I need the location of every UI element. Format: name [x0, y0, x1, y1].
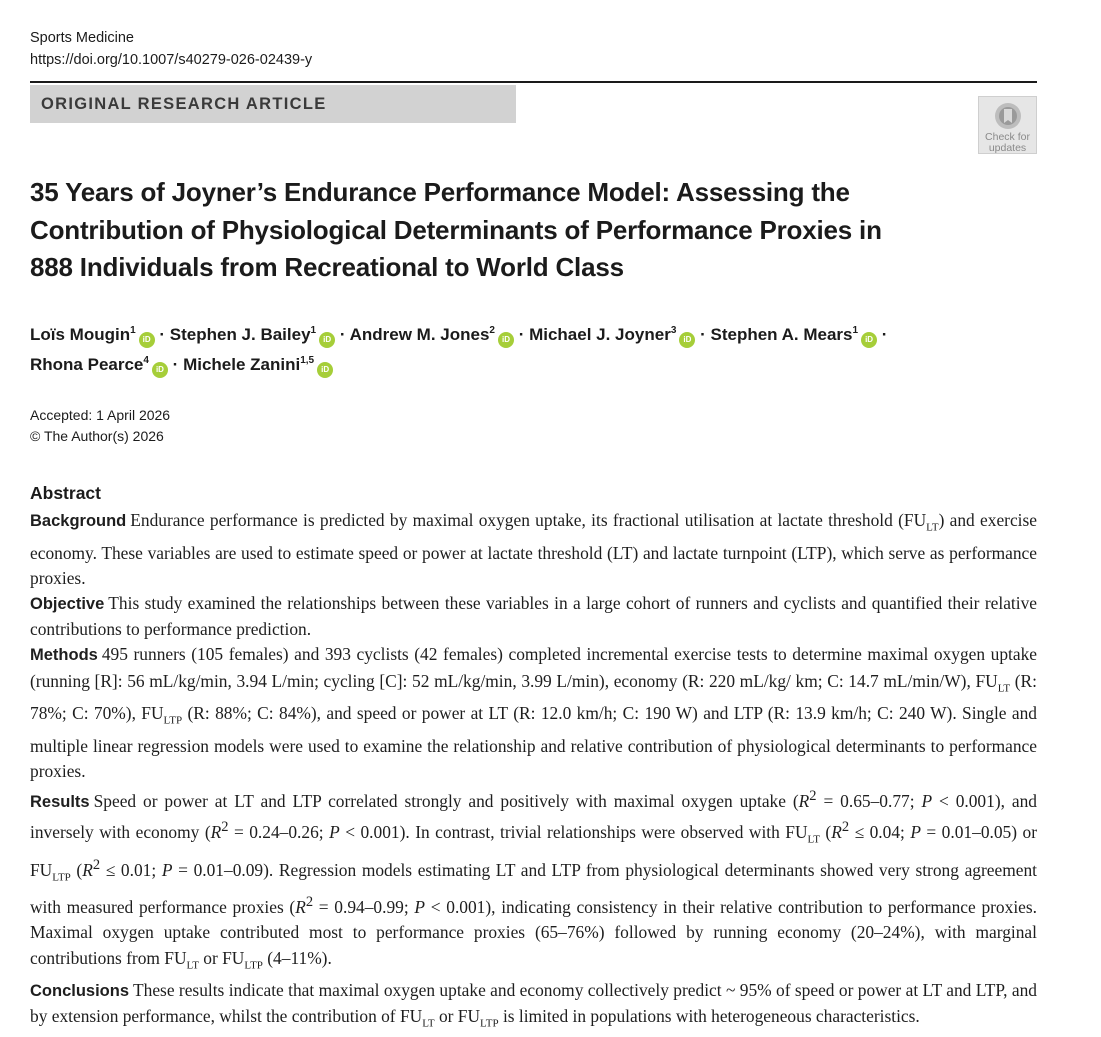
author-name: Loïs Mougin [30, 325, 131, 344]
orcid-icon[interactable]: iD [152, 362, 168, 378]
author[interactable] [183, 355, 333, 374]
author-separator: · [877, 325, 888, 344]
abstract-section-text: Speed or power at LT and LTP correlated strongly and positively with maximal oxygen uptake ($R^2 = 0.65-0.77$; P < 0.001), and inversely with economy ($R^2 = 0.24-0.26$; P < 0.001). In contrast, trivial relationships were observed with $FU_{LT}$ ($R^2 \le 0.04$; P = 0.01–0.05) or $FU_{LTP}$ ($R^2 \le 0.01$; P = 0.01–0.09). Regression models estimating LT and LTP from physiological determinants showed very strong agreement with measured performance proxies ($R^2 = 0.94-0.99$; P < 0.001), indicating consistency in their relative contribution to performance proxies. Maximal oxygen uptake contributed most to performance proxies (65–76%) followed by running economy (20–24%), with marginal contributions from $FU_{LT}$ or $FU_{LTP}$ (4–11%). [30, 788, 1037, 972]
abstract-section-conclusions [30, 978, 1037, 1037]
author-separator: · [335, 325, 350, 344]
abstract-section-text: 495 runners (105 females) and 393 cyclists (42 females) completed incremental exercise tests to determine maximal oxygen uptake (running [R]: 56 mL/kg/min, 3.94 L/min; cycling [C]: 52 mL/kg/min, 3.99 L/min), economy (R: 220 mL/kg/ km; C: 14.7 mL/min/W), $FU_{LT}$ (R: 78%; C: 70%), $FU_{LTP}$ (R: 88%; C: 84%), and speed or power at LT (R: 12.0 km/h; C: 190 W) and LTP (R: 13.9 km/h; C: 240 W). Single and multiple linear regression models were used to examine the relationship and relative contribution of physiological determinants to performance proxies. [30, 644, 1037, 782]
abstract-section-objective [30, 591, 1037, 642]
abstract-section-text: These results indicate that maximal oxygen uptake and economy collectively predict ~ 95% of speed or power at LT and LTP, and by extension performance, whilst the contribution of $FU_{LT}$ or $FU_{LTP}$ is limited in populations with heterogeneous characteristics. [30, 980, 1037, 1030]
author[interactable] [170, 325, 335, 344]
orcid-icon[interactable]: iD [139, 332, 155, 348]
orcid-icon[interactable]: iD [317, 362, 333, 378]
author-separator: · [695, 325, 711, 344]
author-name: Stephen A. Mears [710, 325, 853, 344]
abstract-section-text: Endurance performance is predicted by maximal oxygen uptake, its fractional utilisation at lactate threshold $(FU_{LT})$ and exercise economy. These variables are used to estimate speed or power at lactate threshold (LT) and lactate turnpoint (LTP), which serve as performance proxies. [30, 510, 1037, 588]
abstract-section-label: Results [30, 793, 90, 812]
abstract-section-label: Conclusions [30, 982, 130, 1001]
header-rule [30, 81, 1037, 83]
journal-name: Sports Medicine [30, 30, 134, 46]
orcid-icon[interactable]: iD [319, 332, 335, 348]
accepted-date: Accepted: 1 April 2026 [30, 407, 171, 423]
check-line-1: Check for [985, 131, 1030, 143]
author-affiliation: 1 [310, 325, 317, 336]
author[interactable] [529, 325, 695, 344]
abstract-section-results [30, 784, 1037, 978]
author-name: Rhona Pearce [30, 355, 144, 374]
orcid-icon[interactable]: iD [679, 332, 695, 348]
abstract-section-label: Background [30, 512, 127, 530]
abstract-body [30, 508, 1037, 1037]
author-separator: · [154, 325, 170, 344]
check-line-2: updates [988, 142, 1027, 154]
abstract-section-label: Methods [30, 646, 98, 665]
abstract-section-text: This study examined the relationships between these variables in a large cohort of runners and cyclists and quantified their relative contributions to performance prediction. [30, 593, 1037, 640]
author[interactable] [30, 355, 168, 374]
article-dates [30, 405, 170, 447]
author[interactable] [350, 325, 514, 344]
author-name: Michele Zanini [183, 355, 301, 374]
author-name: Andrew M. Jones [349, 325, 490, 344]
author-name: Stephen J. Bailey [169, 325, 311, 344]
author-affiliation: 3 [670, 325, 677, 336]
author[interactable] [30, 325, 155, 344]
journal-header [30, 27, 312, 71]
abstract-section-methods [30, 642, 1037, 784]
article-title: 35 Years of Joyner’s Endurance Performance Model: Assessing the Contribution of Physiological Determinants of Performance Proxies in 888 Individuals from Recreational to World Class [30, 177, 882, 282]
abstract-section-label: Objective [30, 595, 105, 614]
author-affiliation: 1 [130, 325, 136, 336]
author-affiliation: 4 [143, 355, 149, 366]
abstract-section-background [30, 508, 1037, 591]
abstract-heading: Abstract [30, 483, 101, 503]
copyright: © The Author(s) 2026 [30, 428, 164, 444]
author-affiliation: 2 [489, 325, 495, 336]
author-affiliation: 1 [852, 325, 859, 336]
author-separator: · [167, 355, 184, 374]
orcid-icon[interactable]: iD [498, 332, 514, 348]
check-for-updates-badge[interactable] [978, 96, 1037, 154]
article-type-banner: ORIGINAL RESEARCH ARTICLE [30, 85, 516, 123]
author-separator: · [513, 325, 530, 344]
author[interactable] [710, 325, 877, 344]
author-affiliation: 1,5 [300, 355, 315, 366]
author-name: Michael J. Joyner [529, 325, 671, 344]
author-list [30, 318, 1040, 378]
bookmark-icon [993, 101, 1023, 131]
orcid-icon[interactable]: iD [861, 332, 877, 348]
doi-link[interactable]: https://doi.org/10.1007/s40279-026-02439-y [30, 52, 313, 68]
